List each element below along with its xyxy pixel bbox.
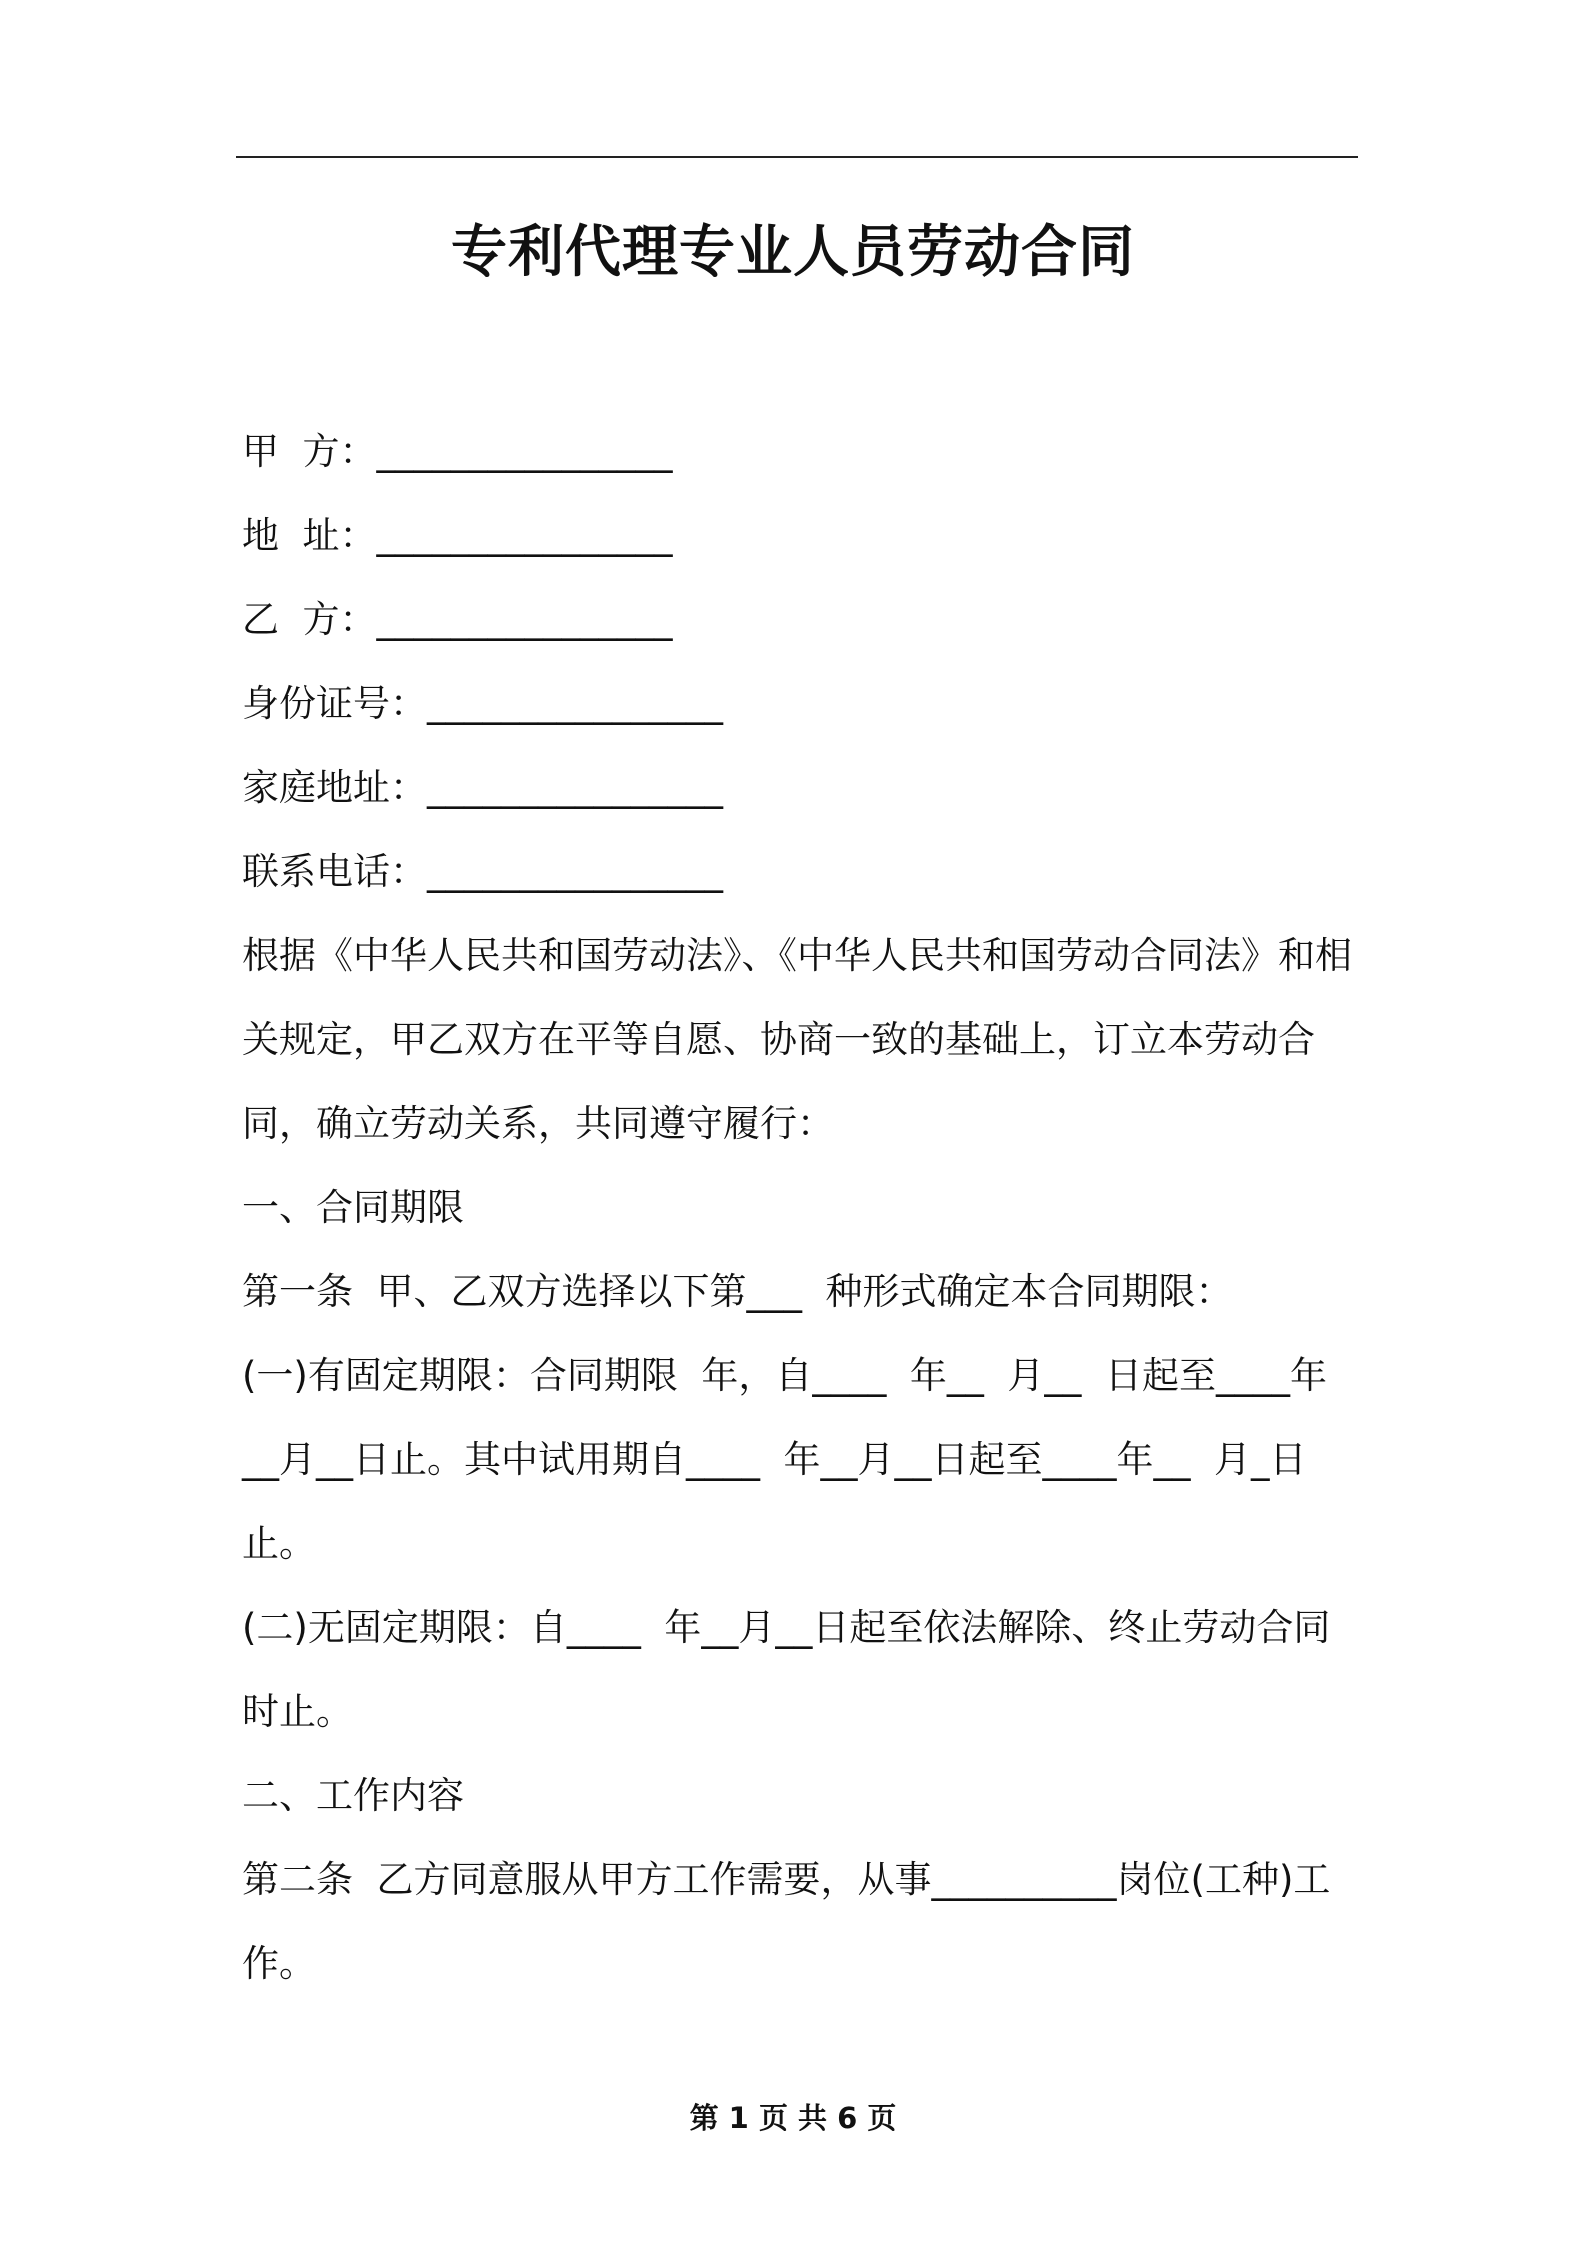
- id-number-line: 身份证号：________________: [242, 682, 723, 725]
- address-line: 地 址：________________: [242, 514, 673, 557]
- article-two: 第二条 乙方同意服从甲方工作需要，从事__________岗位(工种)工作。: [242, 1858, 1331, 1985]
- open-term-clause: (二)无固定期限：自____ 年__月__日起至依法解除、终止劳动合同时止。: [242, 1606, 1331, 1733]
- party-a-line: 甲 方：________________: [242, 430, 673, 473]
- document-body: [242, 410, 1357, 2006]
- party-b-line: 乙 方：________________: [242, 598, 673, 641]
- header-rule: [236, 156, 1358, 158]
- article-one: 第一条 甲、乙双方选择以下第___ 种形式确定本合同期限：: [242, 1270, 1233, 1313]
- home-address-line: 家庭地址：________________: [242, 766, 723, 809]
- section-heading-term: 一、合同期限: [242, 1186, 464, 1229]
- document-title: 专利代理专业人员劳动合同: [451, 220, 1135, 285]
- phone-line: 联系电话：________________: [242, 850, 723, 893]
- fixed-term-clause: (一)有固定期限：合同期限 年，自____ 年__ 月__ 日起至____年__月__日止。其中试用期自____ 年__月__日起至____年__ 月_日止。: [242, 1354, 1327, 1565]
- section-heading-work: 二、工作内容: [242, 1774, 464, 1817]
- page-footer: 第 1 页 共 6 页: [689, 2101, 897, 2135]
- preamble-paragraph: 根据《中华人民共和国劳动法》、《中华人民共和国劳动合同法》和相关规定，甲乙双方在平等自愿、协商一致的基础上，订立本劳动合同，确立劳动关系，共同遵守履行：: [242, 934, 1352, 1145]
